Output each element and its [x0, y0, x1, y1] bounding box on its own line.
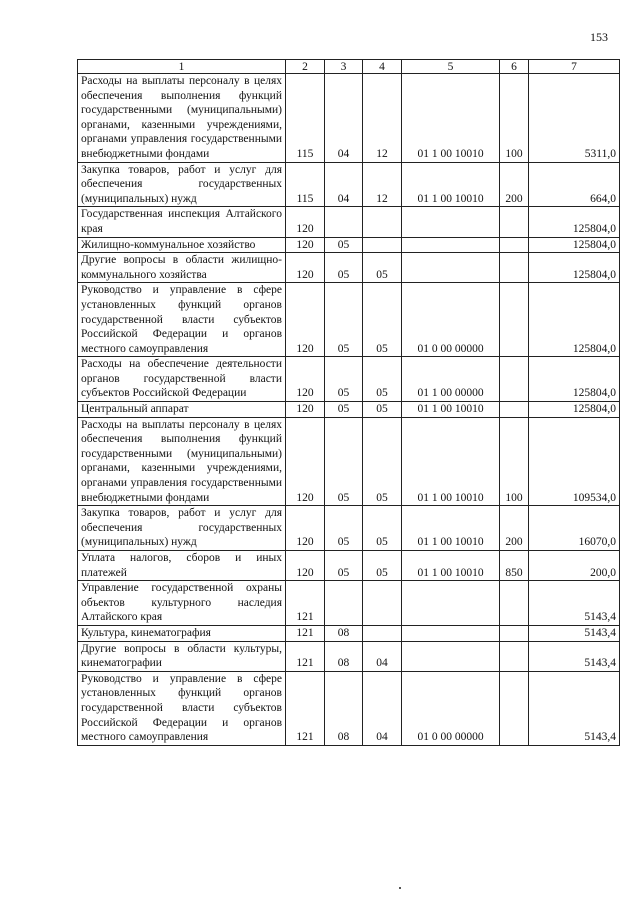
header-cell: 2	[286, 60, 325, 74]
subsection-code-cell: 05	[363, 417, 402, 506]
table-row	[78, 581, 620, 626]
department-code-cell: 121	[286, 581, 325, 626]
subsection-code-cell: 12	[363, 162, 402, 207]
table-row	[78, 253, 620, 283]
department-code-cell: 115	[286, 74, 325, 163]
table-row	[78, 551, 620, 581]
table-row	[78, 357, 620, 402]
expense-type-code-cell	[500, 253, 529, 283]
expense-type-code-cell	[500, 402, 529, 418]
expense-type-code-cell	[500, 581, 529, 626]
expense-type-code-cell: 100	[500, 74, 529, 163]
expense-type-code-cell: 850	[500, 551, 529, 581]
target-item-code-cell	[402, 237, 500, 253]
section-code-cell: 05	[325, 237, 363, 253]
budget-table	[77, 59, 620, 746]
amount-cell: 5143,4	[529, 671, 620, 745]
section-code-cell: 08	[325, 625, 363, 641]
subsection-code-cell: 12	[363, 74, 402, 163]
section-code-cell: 05	[325, 253, 363, 283]
department-code-cell: 120	[286, 253, 325, 283]
target-item-code-cell: 01 0 00 00000	[402, 671, 500, 745]
expense-name-cell: Другие вопросы в области жилищно-коммунального хозяйства	[78, 253, 286, 283]
section-code-cell: 05	[325, 506, 363, 551]
subsection-code-cell	[363, 581, 402, 626]
header-cell: 3	[325, 60, 363, 74]
expense-name-cell: Расходы на выплаты персоналу в целях обеспечения выполнения функций государственными (муниципальными) органами, казенными учреждениями, органами управления государственными внебюджетными фондами	[78, 417, 286, 506]
subsection-code-cell: 05	[363, 402, 402, 418]
table-row	[78, 417, 620, 506]
target-item-code-cell	[402, 641, 500, 671]
target-item-code-cell: 01 1 00 10010	[402, 74, 500, 163]
header-cell: 4	[363, 60, 402, 74]
table-row	[78, 237, 620, 253]
department-code-cell: 120	[286, 283, 325, 357]
target-item-code-cell: 01 0 00 00000	[402, 283, 500, 357]
section-code-cell: 08	[325, 641, 363, 671]
section-code-cell: 05	[325, 357, 363, 402]
table-row	[78, 625, 620, 641]
amount-cell: 109534,0	[529, 417, 620, 506]
expense-name-cell: Руководство и управление в сфере установленных функций органов государственной власти субъектов Российской Федерации и органов местного самоуправления	[78, 283, 286, 357]
subsection-code-cell: 05	[363, 253, 402, 283]
target-item-code-cell: 01 1 00 10010	[402, 162, 500, 207]
section-code-cell: 05	[325, 551, 363, 581]
department-code-cell: 121	[286, 671, 325, 745]
amount-cell: 664,0	[529, 162, 620, 207]
section-code-cell: 05	[325, 417, 363, 506]
table-row	[78, 207, 620, 237]
department-code-cell: 120	[286, 357, 325, 402]
expense-name-cell: Центральный аппарат	[78, 402, 286, 418]
expense-name-cell: Другие вопросы в области культуры, кинематографии	[78, 641, 286, 671]
table-row	[78, 506, 620, 551]
header-row	[78, 60, 620, 74]
scan-mark	[399, 887, 401, 889]
department-code-cell: 120	[286, 506, 325, 551]
section-code-cell	[325, 207, 363, 237]
expense-name-cell: Руководство и управление в сфере установленных функций органов государственной власти субъектов Российской Федерации и органов местного самоуправления	[78, 671, 286, 745]
amount-cell: 125804,0	[529, 357, 620, 402]
expense-type-code-cell: 200	[500, 506, 529, 551]
target-item-code-cell: 01 1 00 10010	[402, 551, 500, 581]
expense-name-cell: Уплата налогов, сборов и иных платежей	[78, 551, 286, 581]
expense-name-cell: Закупка товаров, работ и услуг для обеспечения государственных (муниципальных) нужд	[78, 162, 286, 207]
table-row	[78, 641, 620, 671]
subsection-code-cell: 04	[363, 671, 402, 745]
amount-cell: 125804,0	[529, 237, 620, 253]
amount-cell: 200,0	[529, 551, 620, 581]
section-code-cell: 04	[325, 74, 363, 163]
expense-name-cell: Закупка товаров, работ и услуг для обеспечения государственных (муниципальных) нужд	[78, 506, 286, 551]
department-code-cell: 120	[286, 402, 325, 418]
header-cell: 5	[402, 60, 500, 74]
header-cell: 1	[78, 60, 286, 74]
department-code-cell: 121	[286, 625, 325, 641]
section-code-cell: 05	[325, 283, 363, 357]
target-item-code-cell	[402, 625, 500, 641]
subsection-code-cell: 05	[363, 357, 402, 402]
expense-name-cell: Расходы на выплаты персоналу в целях обеспечения выполнения функций государственными (муниципальными) органами, казенными учреждениями, органами управления государственными внебюджетными фондами	[78, 74, 286, 163]
subsection-code-cell: 05	[363, 283, 402, 357]
subsection-code-cell: 05	[363, 506, 402, 551]
header-cell: 7	[529, 60, 620, 74]
table-row	[78, 283, 620, 357]
amount-cell: 125804,0	[529, 207, 620, 237]
header-cell: 6	[500, 60, 529, 74]
subsection-code-cell	[363, 237, 402, 253]
target-item-code-cell: 01 1 00 00000	[402, 357, 500, 402]
section-code-cell	[325, 581, 363, 626]
subsection-code-cell: 05	[363, 551, 402, 581]
expense-type-code-cell	[500, 283, 529, 357]
subsection-code-cell	[363, 625, 402, 641]
expense-name-cell: Жилищно-коммунальное хозяйство	[78, 237, 286, 253]
table-row	[78, 671, 620, 745]
department-code-cell: 115	[286, 162, 325, 207]
target-item-code-cell: 01 1 00 10010	[402, 506, 500, 551]
expense-name-cell: Расходы на обеспечение деятельности органов государственной власти субъектов Российской Федерации	[78, 357, 286, 402]
subsection-code-cell	[363, 207, 402, 237]
amount-cell: 5311,0	[529, 74, 620, 163]
subsection-code-cell: 04	[363, 641, 402, 671]
page-number: 153	[590, 30, 608, 44]
department-code-cell: 120	[286, 237, 325, 253]
expense-type-code-cell	[500, 357, 529, 402]
target-item-code-cell: 01 1 00 10010	[402, 402, 500, 418]
expense-type-code-cell: 100	[500, 417, 529, 506]
expense-name-cell: Государственная инспекция Алтайского края	[78, 207, 286, 237]
target-item-code-cell: 01 1 00 10010	[402, 417, 500, 506]
department-code-cell: 120	[286, 417, 325, 506]
target-item-code-cell	[402, 253, 500, 283]
department-code-cell: 121	[286, 641, 325, 671]
department-code-cell: 120	[286, 551, 325, 581]
amount-cell: 5143,4	[529, 625, 620, 641]
section-code-cell: 05	[325, 402, 363, 418]
amount-cell: 16070,0	[529, 506, 620, 551]
expense-type-code-cell: 200	[500, 162, 529, 207]
expense-name-cell: Управление государственной охраны объектов культурного наследия Алтайского края	[78, 581, 286, 626]
table-body	[78, 74, 620, 746]
table-row	[78, 162, 620, 207]
amount-cell: 125804,0	[529, 402, 620, 418]
table-row	[78, 74, 620, 163]
amount-cell: 125804,0	[529, 253, 620, 283]
expense-name-cell: Культура, кинематография	[78, 625, 286, 641]
target-item-code-cell	[402, 581, 500, 626]
section-code-cell: 08	[325, 671, 363, 745]
department-code-cell: 120	[286, 207, 325, 237]
expense-type-code-cell	[500, 237, 529, 253]
expense-type-code-cell	[500, 207, 529, 237]
amount-cell: 5143,4	[529, 581, 620, 626]
section-code-cell: 04	[325, 162, 363, 207]
amount-cell: 125804,0	[529, 283, 620, 357]
table-row	[78, 402, 620, 418]
expense-type-code-cell	[500, 625, 529, 641]
amount-cell: 5143,4	[529, 641, 620, 671]
expense-type-code-cell	[500, 671, 529, 745]
expense-type-code-cell	[500, 641, 529, 671]
target-item-code-cell	[402, 207, 500, 237]
